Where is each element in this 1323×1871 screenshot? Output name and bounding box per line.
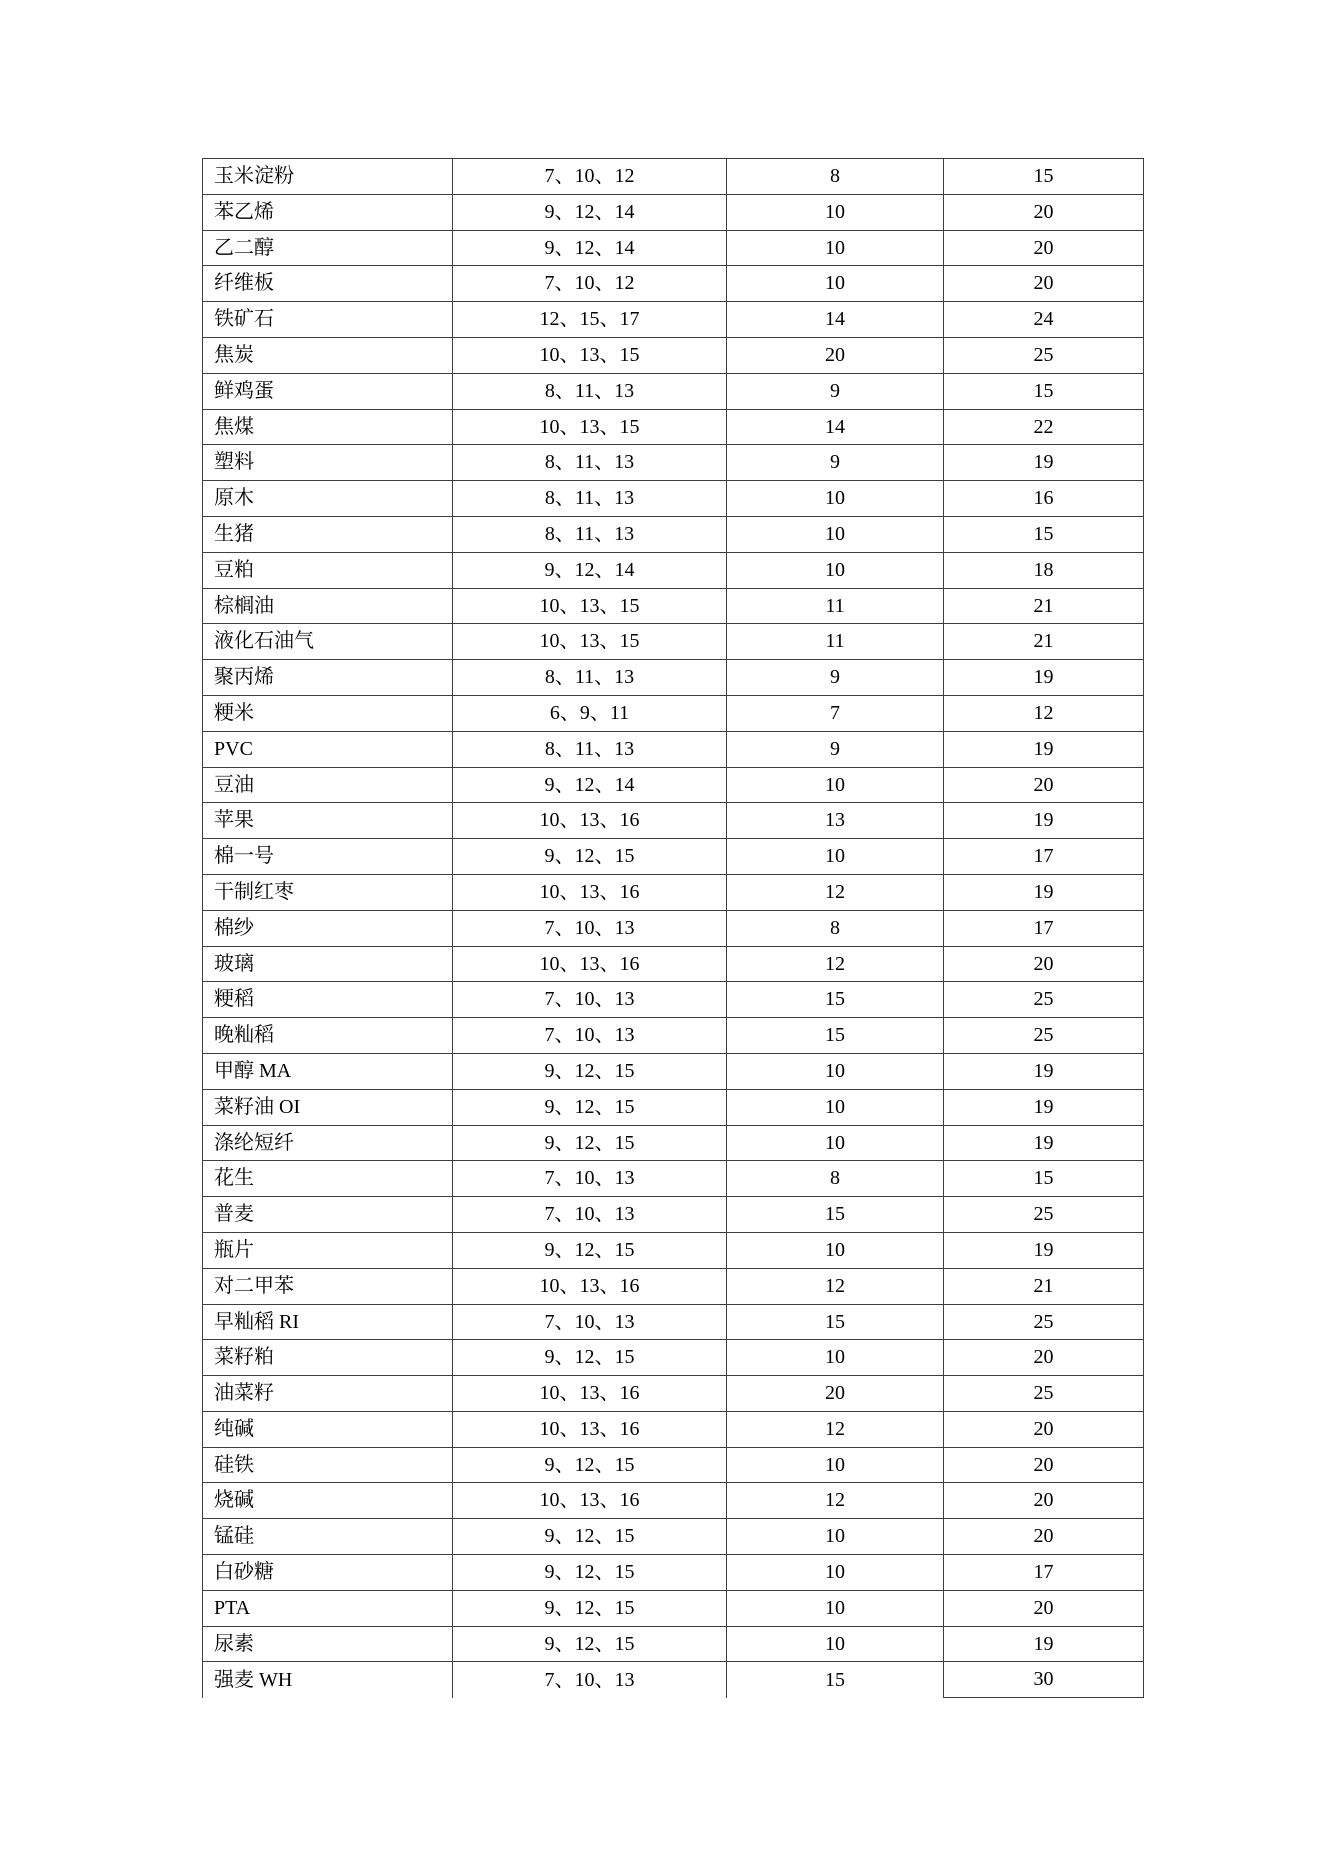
table-row [203, 839, 1144, 875]
limit-sequence-cell: 7、10、13 [453, 1304, 727, 1340]
table-row [203, 1626, 1144, 1662]
commodity-name-cell: 瓶片 [203, 1232, 453, 1268]
commodity-name-cell: PVC [203, 731, 453, 767]
table-row [203, 1268, 1144, 1304]
table-row [203, 552, 1144, 588]
value-a-cell: 11 [727, 588, 944, 624]
table-row [203, 159, 1144, 195]
limit-sequence-cell: 8、11、13 [453, 731, 727, 767]
table-row [203, 1304, 1144, 1340]
table-row [203, 1662, 1144, 1698]
value-b-cell: 16 [944, 481, 1144, 517]
table-row [203, 230, 1144, 266]
limit-sequence-cell: 9、12、15 [453, 1089, 727, 1125]
value-b-cell: 17 [944, 1555, 1144, 1591]
commodity-name-cell: 铁矿石 [203, 302, 453, 338]
limit-sequence-cell: 10、13、16 [453, 946, 727, 982]
value-a-cell: 10 [727, 1232, 944, 1268]
limit-sequence-cell: 8、11、13 [453, 481, 727, 517]
value-b-cell: 20 [944, 194, 1144, 230]
commodity-name-cell: 尿素 [203, 1626, 453, 1662]
value-a-cell: 15 [727, 982, 944, 1018]
value-a-cell: 13 [727, 803, 944, 839]
table-row [203, 1197, 1144, 1233]
commodity-name-cell: 棉一号 [203, 839, 453, 875]
table-row [203, 588, 1144, 624]
commodity-name-cell: 原木 [203, 481, 453, 517]
limit-sequence-cell: 6、9、11 [453, 695, 727, 731]
table-row [203, 1555, 1144, 1591]
table-row [203, 373, 1144, 409]
limit-sequence-cell: 9、12、15 [453, 1555, 727, 1591]
value-a-cell: 10 [727, 516, 944, 552]
value-a-cell: 15 [727, 1662, 944, 1698]
table-row [203, 1376, 1144, 1412]
commodity-name-cell: 塑料 [203, 445, 453, 481]
value-b-cell: 20 [944, 1411, 1144, 1447]
commodity-name-cell: 硅铁 [203, 1447, 453, 1483]
value-b-cell: 20 [944, 266, 1144, 302]
table-row [203, 767, 1144, 803]
commodity-name-cell: 棉纱 [203, 910, 453, 946]
commodity-name-cell: 纯碱 [203, 1411, 453, 1447]
value-b-cell: 15 [944, 159, 1144, 195]
commodity-name-cell: 普麦 [203, 1197, 453, 1233]
commodity-name-cell: 豆粕 [203, 552, 453, 588]
table-row [203, 624, 1144, 660]
table-row [203, 946, 1144, 982]
value-a-cell: 12 [727, 1268, 944, 1304]
table-row [203, 302, 1144, 338]
commodity-name-cell: 锰硅 [203, 1519, 453, 1555]
commodity-name-cell: 豆油 [203, 767, 453, 803]
table-row [203, 982, 1144, 1018]
table-row [203, 1590, 1144, 1626]
commodity-name-cell: 玉米淀粉 [203, 159, 453, 195]
commodity-name-cell: 菜籽粕 [203, 1340, 453, 1376]
commodity-name-cell: 粳米 [203, 695, 453, 731]
value-a-cell: 15 [727, 1018, 944, 1054]
limit-sequence-cell: 10、13、15 [453, 624, 727, 660]
commodity-name-cell: 焦炭 [203, 337, 453, 373]
limit-sequence-cell: 7、10、12 [453, 266, 727, 302]
limit-sequence-cell: 9、12、15 [453, 1125, 727, 1161]
value-a-cell: 15 [727, 1304, 944, 1340]
value-b-cell: 19 [944, 445, 1144, 481]
value-a-cell: 10 [727, 1519, 944, 1555]
value-a-cell: 14 [727, 409, 944, 445]
value-a-cell: 8 [727, 159, 944, 195]
limit-sequence-cell: 10、13、16 [453, 1411, 727, 1447]
value-b-cell: 21 [944, 588, 1144, 624]
value-b-cell: 25 [944, 1376, 1144, 1412]
value-a-cell: 10 [727, 1555, 944, 1591]
limit-sequence-cell: 10、13、16 [453, 1268, 727, 1304]
table-row [203, 1053, 1144, 1089]
limit-sequence-cell: 8、11、13 [453, 445, 727, 481]
limit-sequence-cell: 8、11、13 [453, 660, 727, 696]
limit-sequence-cell: 10、13、16 [453, 1483, 727, 1519]
commodity-name-cell: 油菜籽 [203, 1376, 453, 1412]
value-a-cell: 15 [727, 1197, 944, 1233]
value-a-cell: 8 [727, 1161, 944, 1197]
value-a-cell: 10 [727, 194, 944, 230]
commodity-name-cell: 涤纶短纤 [203, 1125, 453, 1161]
value-a-cell: 9 [727, 373, 944, 409]
table-row [203, 874, 1144, 910]
value-a-cell: 12 [727, 1411, 944, 1447]
commodity-name-cell: 晚籼稻 [203, 1018, 453, 1054]
commodity-name-cell: 早籼稻 RI [203, 1304, 453, 1340]
commodity-name-cell: 生猪 [203, 516, 453, 552]
value-a-cell: 10 [727, 839, 944, 875]
commodity-name-cell: 纤维板 [203, 266, 453, 302]
table-row [203, 337, 1144, 373]
table-row [203, 194, 1144, 230]
value-b-cell: 15 [944, 373, 1144, 409]
limit-sequence-cell: 9、12、14 [453, 552, 727, 588]
commodity-name-cell: 干制红枣 [203, 874, 453, 910]
limit-sequence-cell: 9、12、15 [453, 1447, 727, 1483]
table-row [203, 1232, 1144, 1268]
value-b-cell: 25 [944, 1018, 1144, 1054]
table-row [203, 1483, 1144, 1519]
commodity-name-cell: 白砂糖 [203, 1555, 453, 1591]
value-a-cell: 8 [727, 910, 944, 946]
commodity-name-cell: 强麦 WH [203, 1662, 453, 1698]
value-b-cell: 25 [944, 337, 1144, 373]
value-b-cell: 19 [944, 1053, 1144, 1089]
limit-sequence-cell: 10、13、15 [453, 337, 727, 373]
value-b-cell: 19 [944, 803, 1144, 839]
limit-sequence-cell: 8、11、13 [453, 373, 727, 409]
value-b-cell: 22 [944, 409, 1144, 445]
limit-sequence-cell: 10、13、15 [453, 588, 727, 624]
value-a-cell: 11 [727, 624, 944, 660]
table-row [203, 1340, 1144, 1376]
value-b-cell: 25 [944, 1197, 1144, 1233]
limit-sequence-cell: 7、10、12 [453, 159, 727, 195]
table-row [203, 910, 1144, 946]
table-row [203, 266, 1144, 302]
table-row [203, 1411, 1144, 1447]
commodity-name-cell: 苹果 [203, 803, 453, 839]
table-row [203, 1519, 1144, 1555]
value-a-cell: 10 [727, 552, 944, 588]
commodity-name-cell: 菜籽油 OI [203, 1089, 453, 1125]
value-a-cell: 10 [727, 1125, 944, 1161]
value-a-cell: 10 [727, 1340, 944, 1376]
value-b-cell: 12 [944, 695, 1144, 731]
value-a-cell: 10 [727, 266, 944, 302]
limit-sequence-cell: 10、13、16 [453, 874, 727, 910]
commodity-name-cell: 焦煤 [203, 409, 453, 445]
limit-sequence-cell: 10、13、16 [453, 803, 727, 839]
limit-sequence-cell: 7、10、13 [453, 982, 727, 1018]
limit-sequence-cell: 9、12、14 [453, 230, 727, 266]
value-b-cell: 19 [944, 1089, 1144, 1125]
limit-sequence-cell: 7、10、13 [453, 1161, 727, 1197]
commodity-name-cell: 玻璃 [203, 946, 453, 982]
value-a-cell: 12 [727, 946, 944, 982]
value-a-cell: 7 [727, 695, 944, 731]
commodity-name-cell: 甲醇 MA [203, 1053, 453, 1089]
limit-sequence-cell: 9、12、15 [453, 839, 727, 875]
table-body [203, 159, 1144, 1698]
limit-sequence-cell: 9、12、15 [453, 1340, 727, 1376]
limit-sequence-cell: 9、12、15 [453, 1053, 727, 1089]
value-a-cell: 20 [727, 337, 944, 373]
value-b-cell: 15 [944, 1161, 1144, 1197]
value-a-cell: 10 [727, 1626, 944, 1662]
table-row [203, 481, 1144, 517]
value-a-cell: 10 [727, 1590, 944, 1626]
limit-sequence-cell: 9、12、15 [453, 1519, 727, 1555]
commodity-name-cell: 烧碱 [203, 1483, 453, 1519]
value-a-cell: 10 [727, 230, 944, 266]
commodity-name-cell: 鲜鸡蛋 [203, 373, 453, 409]
limit-sequence-cell: 9、12、15 [453, 1232, 727, 1268]
table-row [203, 1018, 1144, 1054]
value-b-cell: 19 [944, 731, 1144, 767]
value-b-cell: 17 [944, 910, 1144, 946]
value-a-cell: 14 [727, 302, 944, 338]
value-b-cell: 15 [944, 516, 1144, 552]
value-a-cell: 10 [727, 767, 944, 803]
value-a-cell: 20 [727, 1376, 944, 1412]
value-a-cell: 12 [727, 874, 944, 910]
limit-sequence-cell: 9、12、14 [453, 194, 727, 230]
value-b-cell: 18 [944, 552, 1144, 588]
table-row [203, 695, 1144, 731]
table-row [203, 1447, 1144, 1483]
value-b-cell: 19 [944, 660, 1144, 696]
commodity-name-cell: PTA [203, 1590, 453, 1626]
value-b-cell: 20 [944, 1519, 1144, 1555]
table-row [203, 1161, 1144, 1197]
value-a-cell: 12 [727, 1483, 944, 1519]
value-b-cell: 24 [944, 302, 1144, 338]
value-b-cell: 20 [944, 1447, 1144, 1483]
value-b-cell: 20 [944, 1590, 1144, 1626]
value-b-cell: 19 [944, 1232, 1144, 1268]
commodity-name-cell: 对二甲苯 [203, 1268, 453, 1304]
value-a-cell: 10 [727, 1053, 944, 1089]
limit-sequence-cell: 9、12、14 [453, 767, 727, 803]
limit-sequence-cell: 10、13、16 [453, 1376, 727, 1412]
limit-sequence-cell: 10、13、15 [453, 409, 727, 445]
value-a-cell: 9 [727, 445, 944, 481]
commodity-name-cell: 花生 [203, 1161, 453, 1197]
table-row [203, 803, 1144, 839]
commodity-name-cell: 苯乙烯 [203, 194, 453, 230]
commodity-name-cell: 液化石油气 [203, 624, 453, 660]
value-b-cell: 20 [944, 767, 1144, 803]
value-a-cell: 10 [727, 1447, 944, 1483]
limit-sequence-cell: 12、15、17 [453, 302, 727, 338]
value-b-cell: 20 [944, 1483, 1144, 1519]
commodity-name-cell: 粳稻 [203, 982, 453, 1018]
value-a-cell: 10 [727, 1089, 944, 1125]
futures-limits-table [202, 158, 1144, 1698]
value-b-cell: 21 [944, 624, 1144, 660]
value-a-cell: 10 [727, 481, 944, 517]
value-b-cell: 25 [944, 1304, 1144, 1340]
limit-sequence-cell: 7、10、13 [453, 1018, 727, 1054]
value-b-cell: 20 [944, 946, 1144, 982]
table-row [203, 516, 1144, 552]
commodity-name-cell: 棕榈油 [203, 588, 453, 624]
limit-sequence-cell: 8、11、13 [453, 516, 727, 552]
value-b-cell: 20 [944, 230, 1144, 266]
limit-sequence-cell: 9、12、15 [453, 1626, 727, 1662]
limit-sequence-cell: 9、12、15 [453, 1590, 727, 1626]
table-row [203, 1089, 1144, 1125]
value-a-cell: 9 [727, 731, 944, 767]
value-b-cell: 21 [944, 1268, 1144, 1304]
value-b-cell: 19 [944, 1626, 1144, 1662]
limit-sequence-cell: 7、10、13 [453, 910, 727, 946]
value-b-cell: 25 [944, 982, 1144, 1018]
value-b-cell: 17 [944, 839, 1144, 875]
limit-sequence-cell: 7、10、13 [453, 1662, 727, 1698]
table-row [203, 1125, 1144, 1161]
table-row [203, 445, 1144, 481]
table-row [203, 660, 1144, 696]
value-b-cell: 30 [944, 1662, 1144, 1698]
commodity-name-cell: 聚丙烯 [203, 660, 453, 696]
table-row [203, 731, 1144, 767]
value-b-cell: 20 [944, 1340, 1144, 1376]
table-row [203, 409, 1144, 445]
commodity-name-cell: 乙二醇 [203, 230, 453, 266]
limit-sequence-cell: 7、10、13 [453, 1197, 727, 1233]
value-b-cell: 19 [944, 1125, 1144, 1161]
value-b-cell: 19 [944, 874, 1144, 910]
value-a-cell: 9 [727, 660, 944, 696]
